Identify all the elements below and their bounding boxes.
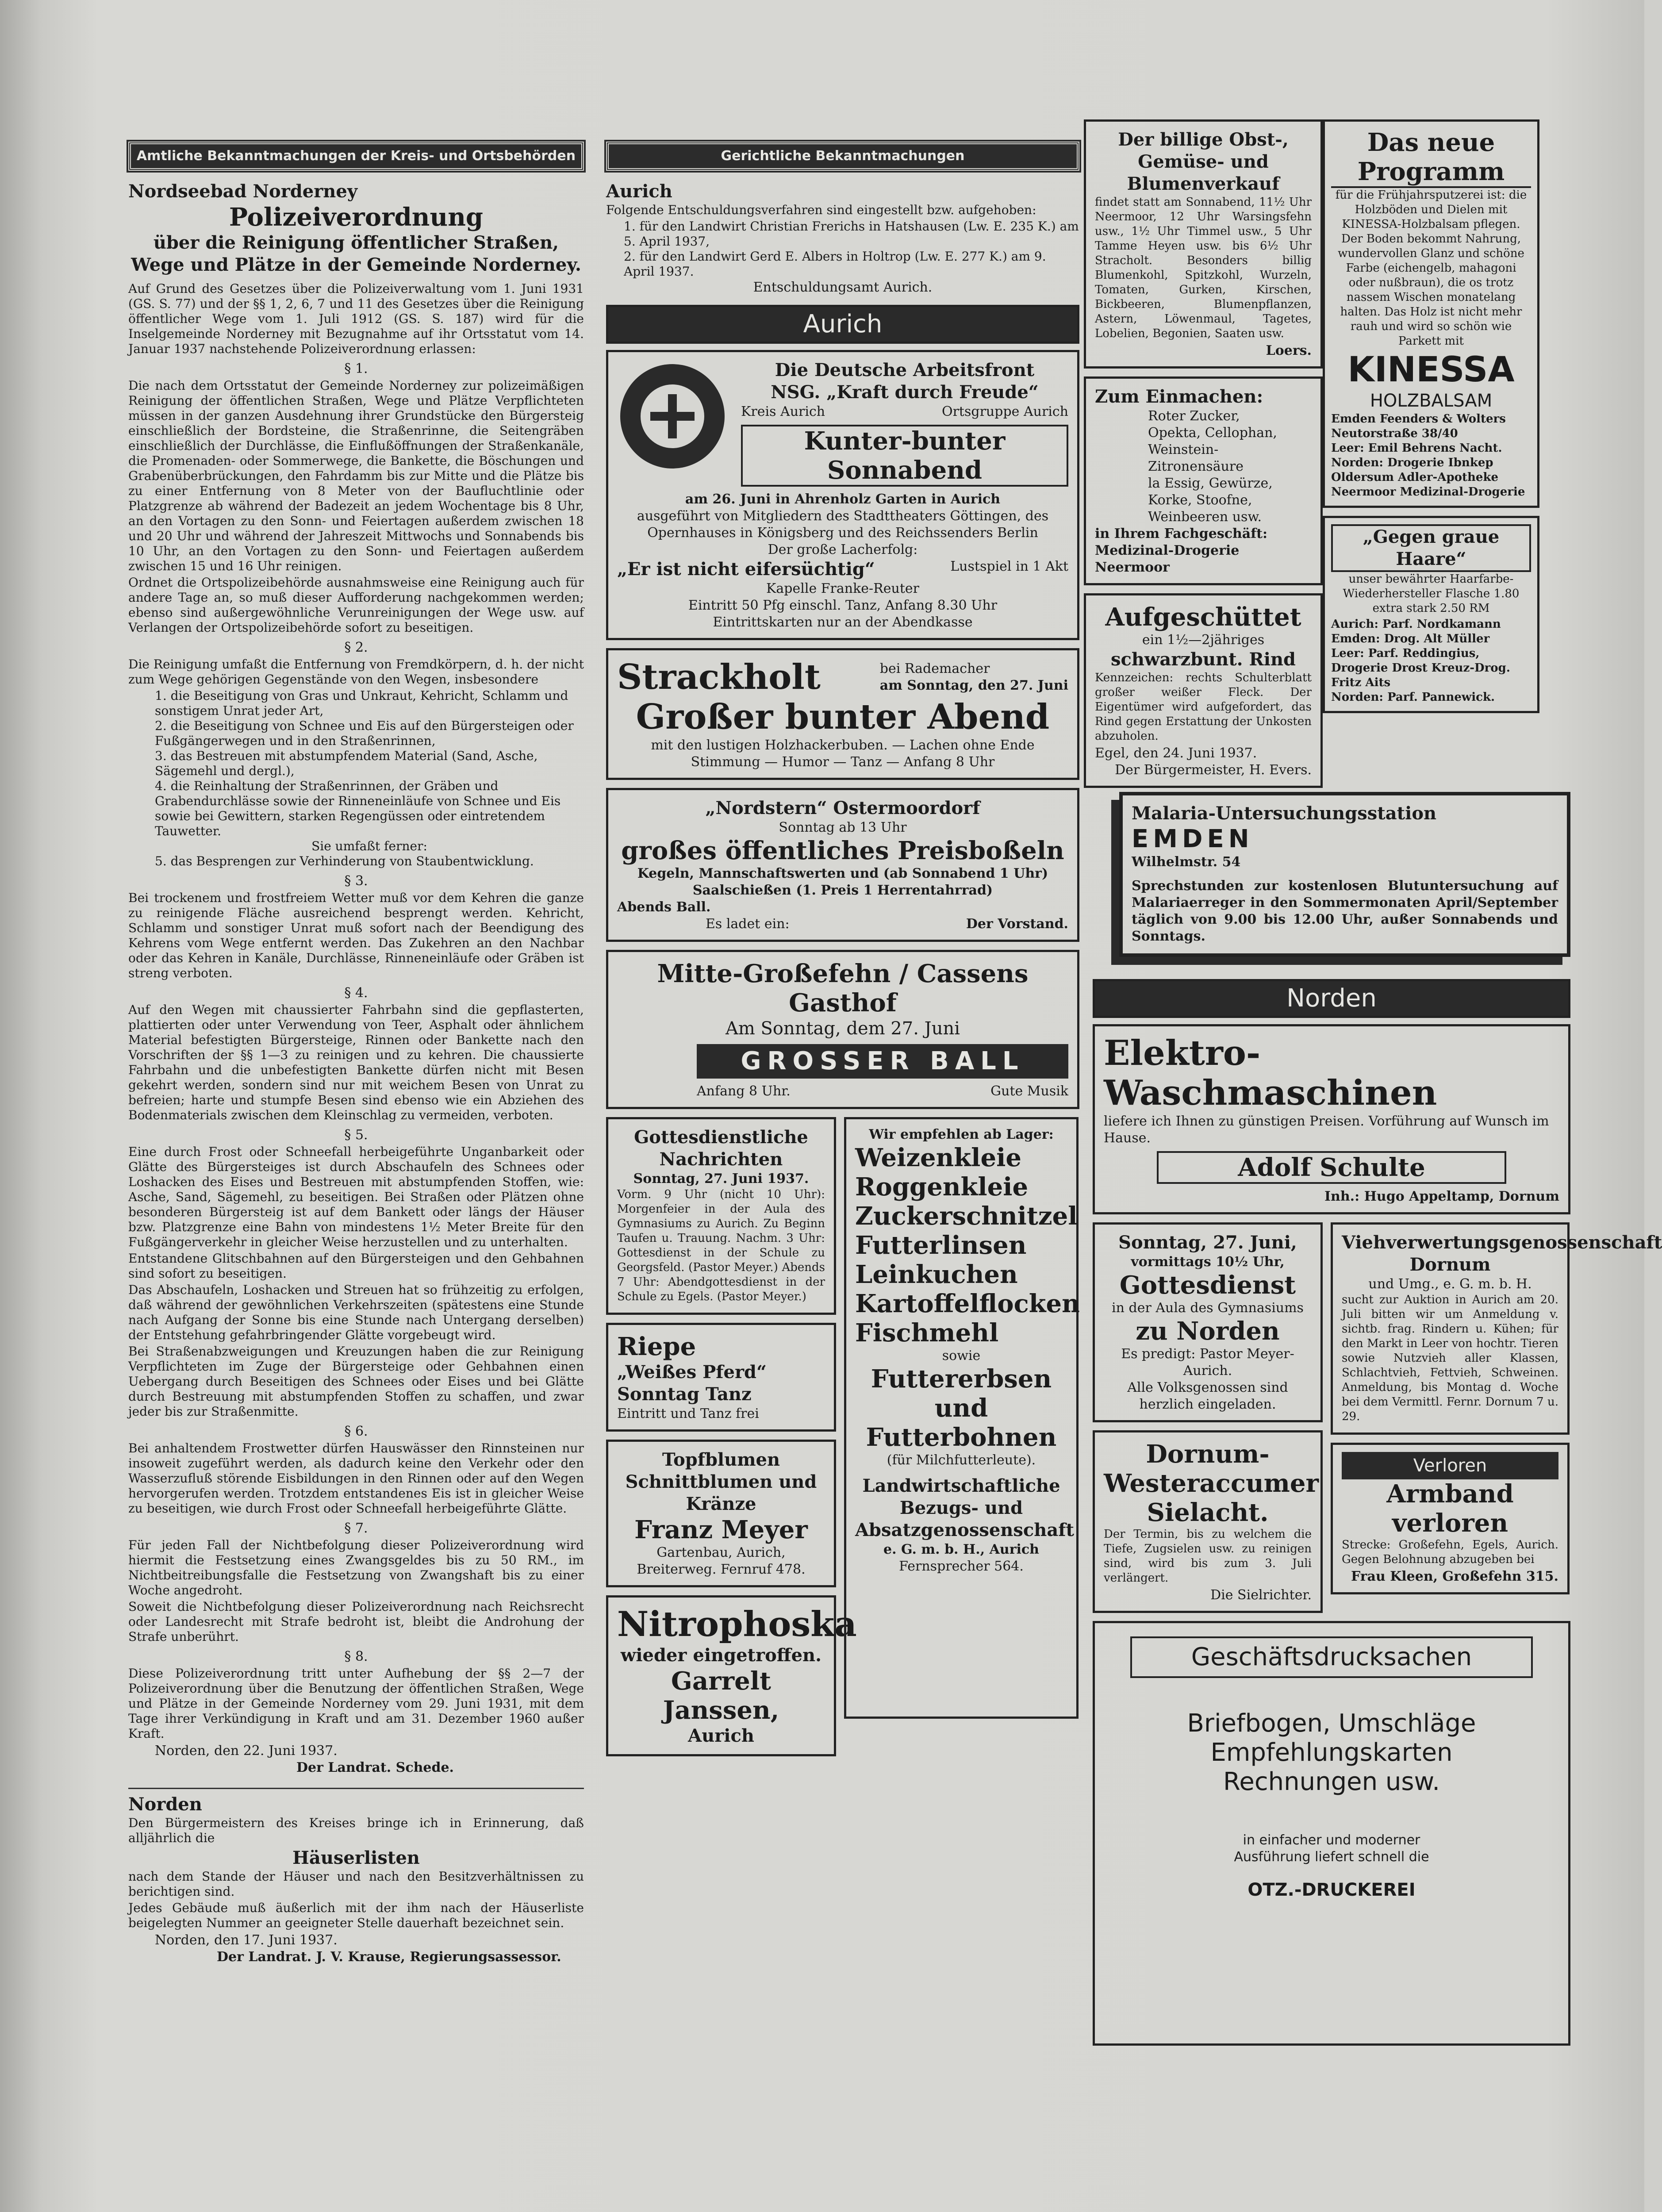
para-5b: Entstandene Glitschbahnen auf den Bürgersteigen und den Gehbahnen sind sofort zu beseitigen. xyxy=(128,1251,584,1281)
auf-title: Aufgeschüttet xyxy=(1105,603,1301,632)
dealer: Oldersum Adler-Apotheke xyxy=(1331,471,1499,484)
elek-sub: Inh.: Hugo Appeltamp, Dornum xyxy=(1324,1189,1559,1204)
column-court xyxy=(606,142,1079,2212)
date-1: Norden, den 22. Juni 1937. xyxy=(155,1743,338,1759)
ad-aufgeschuettet xyxy=(1084,593,1323,788)
lager-sowie: sowie xyxy=(942,1348,981,1363)
daf-l1: Der große Lacherfolg: xyxy=(768,542,918,557)
para-4: Auf den Wegen mit chaussierter Fahrbahn sind die gepflasterten, plattierten oder unter Verwendung von Teer, Asphalt oder ähnlichem Material befestigten Bürgersteige, Rinnen oder Bankette nach den Vorschriften der §§ 1—3 zu reinigen und zu kehren. Die chaussierte Fahrbahn und die unbefestigten Bankette dürfen nicht mit Besen gekehrt werden, sondern sind nur mit weichem Besen von Unrat zu befreien; harte und stumpfe Besen sind ebenso wie ein Abziehen des Bodenmaterials zwischen dem Kleinschlag zu vermeiden, verboten. xyxy=(128,1002,584,1122)
strack-when: am Sonntag, den 27. Juni xyxy=(879,678,1068,693)
obst-title: Der billige Obst-, Gemüse- und Blumenverkauf xyxy=(1118,129,1289,194)
ad-verloren xyxy=(1331,1443,1570,1594)
lager-item: Leinkuchen xyxy=(855,1260,1018,1289)
sonn-invite: Alle Volksgenossen sind herzlich eingeladen. xyxy=(1127,1380,1288,1412)
lager-tel: Fernsprecher 564. xyxy=(899,1559,1024,1574)
topf-title: Topfblumen Schnittblumen und Kränze xyxy=(625,1449,817,1514)
vieh-sub: und Umg., e. G. m. b. H. xyxy=(1368,1276,1532,1292)
ad-topfblumen xyxy=(606,1440,836,1587)
vieh-title: Viehverwertungsgenossenschaft Dornum xyxy=(1342,1232,1662,1275)
daf-kreis: Kreis Aurich xyxy=(741,404,825,419)
column-ads-lower xyxy=(1093,792,1662,2212)
list-item: 4. die Reinhaltung der Straßenrinnen, der Gräben und Grabendurchlässe sowie der Rinneneinläufe von Schnee und Eis sowie bei Gewittern, starken Regengüssen oder eintretendem Tauwetter. xyxy=(155,779,561,838)
nord-l1: Kegeln, Mannschaftswerten und (ab Sonnabend 1 Uhr) xyxy=(637,866,1048,881)
einm-item: Opekta, Cellophan, xyxy=(1148,425,1277,441)
ad-daf xyxy=(606,350,1079,640)
einm-item: Weinstein- Zitronensäure xyxy=(1148,442,1244,474)
list-item: 1. für den Landwirt Christian Frerichs in Hatshausen (Lw. E. 235 K.) am 5. April 1937, xyxy=(624,219,1079,249)
kinessa-text: für die Frühjahrsputzerei ist: die Holzböden und Dielen mit KINESSA-Holzbalsam pflegen. Der Boden bekommt Nahrung, wundervollen Glanz und schöne Farbe (eichengelb, mahagoni oder nußbraun), die os trotz nassem Wischen monatelang halten. Das Holz ist nicht mehr rauh und wird so schön wie Parkett mit xyxy=(1335,188,1527,348)
para-5: Eine durch Frost oder Schneefall herbeigeführte Unganbarkeit oder Glätte des Bürgersteiges ist durch Abschaufeln des Schnees oder Loshacken des Eises und Bestreuen mit abstumpfenden Stoffen, wie: Asche, Sand, Sägemehl, zu beseitigen. Bei Straßen oder Plätzen ohne besonderen Bürgersteig ist auf dem Bankett oder längs der Häuser bzw. Platzgrenze eine Bahn von mindestens 1½ Meter Breite für den Fußgängerverkehr in gleicher Weise herzustellen und zu unterhalten. xyxy=(128,1144,584,1249)
ad-mitte xyxy=(606,950,1079,1109)
ad-malaria xyxy=(1119,792,1570,957)
daf-play: „Er ist nicht eifersüchtig“ xyxy=(617,559,875,580)
swastika-emblem-icon xyxy=(617,361,728,472)
ad-sonntag-norden xyxy=(1093,1222,1323,1422)
topf-name: Franz Meyer xyxy=(634,1515,808,1544)
header-official: Amtliche Bekanntmachungen der Kreis- und Ortsbehörden xyxy=(128,142,584,171)
gottes-date: Sonntag, 27. Juni 1937. xyxy=(633,1171,809,1187)
gesch-text: in einfacher und moderner Ausführung liefert schnell die xyxy=(1234,1832,1429,1865)
list-item: 5. das Besprengen zur Verhinderung von Staubentwicklung. xyxy=(155,854,534,868)
daf-sub: NSG. „Kraft durch Freude“ xyxy=(771,382,1039,403)
daf-when: am 26. Juni in Ahrenholz Garten in Aurich xyxy=(685,492,1001,507)
daf-price: Eintritt 50 Pfg einschl. Tanz, Anfang 8.30 Uhr xyxy=(688,598,998,613)
malaria-addr: Wilhelmstr. 54 xyxy=(1132,854,1241,870)
dealer: Emden Feenders & Wolters Neutorstraße 38/40 xyxy=(1331,412,1506,440)
dealer: Norden: Drogerie Ibnkep xyxy=(1331,456,1493,469)
daf-title: Die Deutsche Arbeitsfront xyxy=(775,360,1035,380)
sonn-place: zu Norden xyxy=(1136,1317,1280,1346)
elek-text: liefere ich Ihnen zu günstigen Preisen. Vorführung auf Wunsch im Hause. xyxy=(1104,1114,1549,1146)
ad-riepe xyxy=(606,1323,836,1432)
haare-dealer: Emden: Drog. Alt Müller xyxy=(1331,632,1490,645)
daf-authors: Kapelle Franke-Reuter xyxy=(766,581,919,596)
lager-item: Weizenkleie xyxy=(855,1143,1021,1172)
nord-l2: Saalschießen (1. Preis 1 Herrentahrrad) xyxy=(692,883,993,898)
para-7: Für jeden Fall der Nichtbefolgung dieser Polizeiverordnung wird hiermit die Festsetzung eines Zwangsgeldes bis zu 50 RM., im Nichtbeitreibungsfalle die Festsetzung von Zwangshaft bis zu einer Woche angedroht. xyxy=(128,1538,584,1598)
lager-head: Wir empfehlen ab Lager: xyxy=(869,1127,1054,1142)
strack-l1: mit den lustigen Holzhackerbuben. — Lachen ohne Ende xyxy=(651,737,1035,753)
obst-text: findet statt am Sonnabend, 11½ Uhr Neermoor, 12 Uhr Warsingsfehn usw., 1½ Uhr Timmel usw., 5 Uhr Tamme Heyen usw. bis 6½ Uhr Stracholt. Besonders billig Blumenkohl, Spitzkohl, Wurzeln, Tomaten, Gurken, Kirschen, Bickbeeren, Blumenpflanzen, Astern, Löwenmaul, Tagetes, Lobelien, Begonien, Saaten usw. xyxy=(1095,196,1312,340)
kinessa-brand-sub: HOLZBALSAM xyxy=(1370,391,1493,411)
strack-l2: Stimmung — Humor — Tanz — Anfang 8 Uhr xyxy=(691,754,995,770)
ad-elektro xyxy=(1093,1024,1570,1214)
section-3: § 3. xyxy=(344,873,368,889)
riepe-l1: Eintritt und Tanz frei xyxy=(617,1406,759,1421)
court-text: Folgende Entschuldungsverfahren sind eingestellt bzw. aufgehoben: xyxy=(606,203,1036,217)
sonn-l1: in der Aula des Gymnasiums xyxy=(1112,1300,1304,1316)
ad-lager xyxy=(844,1117,1079,1719)
lager-item: Fischmehl xyxy=(855,1318,999,1348)
auf-l1: ein 1½—2jähriges xyxy=(1142,632,1265,648)
riepe-title: Riepe xyxy=(617,1332,696,1361)
nitro-place: Aurich xyxy=(688,1725,754,1746)
gottes-text: Vorm. 9 Uhr (nicht 10 Uhr): Morgenfeier in der Aula des Gymnasiums zu Aurich. Zu Beginn Taufen u. Trauung. Nachm. 3 Uhr: Gottesdienst in der Schule zu Georgsfeld. (Pastor Meyer.) Abends 7 Uhr: Abendgottesdienst in der Schule zu Egels. (Pastor Meyer.) xyxy=(617,1188,825,1303)
haare-dealer: Leer: Parf. Reddingius, Drogerie Drost Kreuz-Drog. Fritz Aits xyxy=(1331,647,1510,689)
list-item: 3. das Bestreuen mit abstumpfendem Material (Sand, Asche, Sägemehl und dergl.), xyxy=(155,749,538,778)
nord-name: „Nordstern“ Ostermoordorf xyxy=(705,798,980,818)
lager-item2: Futtererbsen und Futterbohnen xyxy=(866,1364,1057,1452)
dornum-title: Dornum-Westeraccumer Sielacht. xyxy=(1104,1440,1319,1527)
place-norden: Norden xyxy=(128,1794,202,1815)
dealer: Leer: Emil Behrens Nacht. xyxy=(1331,442,1502,455)
lager-item: Zuckerschnitzel xyxy=(855,1202,1078,1231)
mitte-when: Am Sonntag, dem 27. Juni xyxy=(725,1018,960,1039)
place-title: Nordseebad Norderney xyxy=(128,181,358,202)
einm-l1: in Ihrem Fachgeschäft: xyxy=(1095,526,1268,541)
malaria-text: Sprechstunden zur kostenlosen Blutuntersuchung auf Malariaerreger in den Sommermonaten April/September täglich von 9.00 bis 12.00 Uhr, außer Sonnabends und Sonntags. xyxy=(1132,878,1558,944)
einm-title: Zum Einmachen: xyxy=(1095,386,1263,407)
gesch-title: Geschäftsdrucksachen xyxy=(1130,1636,1533,1678)
gesch-item: Empfehlungskarten xyxy=(1210,1738,1453,1767)
auf-text: Kennzeichen: rechts Schulterblatt großer weißer Fleck. Der Eigentümer wird aufgefordert, das Rind gegen Erstattung der Unkosten abzuholen. xyxy=(1095,671,1312,743)
dornum-sign: Die Sielrichter. xyxy=(1210,1587,1312,1603)
verl-addr: Frau Kleen, Großefehn 315. xyxy=(1351,1569,1558,1584)
verl-text: Strecke: Großefehn, Egels, Aurich. Gegen Belohnung abzugeben bei xyxy=(1342,1538,1558,1566)
strack-place: Strackholt xyxy=(617,657,821,697)
verl-title: Armband verloren xyxy=(1386,1479,1514,1538)
sonn-pred: Es predigt: Pastor Meyer-Aurich. xyxy=(1121,1346,1294,1379)
section-1: § 1. xyxy=(344,361,368,376)
date-2: Norden, den 17. Juni 1937. xyxy=(155,1932,338,1948)
elek-title: Elektro-Waschmaschinen xyxy=(1104,1033,1437,1113)
gesch-item: Briefbogen, Umschläge xyxy=(1187,1709,1476,1738)
auf-l2: schwarzbunt. Rind xyxy=(1110,649,1296,670)
einm-shop: Medizinal-Drogerie Neermoor xyxy=(1095,543,1240,575)
malaria-title: Malaria-Untersuchungsstation xyxy=(1132,803,1437,824)
lager-firm2: e. G. m. b. H., Aurich xyxy=(883,1542,1039,1557)
header-court: Gerichtliche Bekanntmachungen xyxy=(606,142,1079,171)
list-item: 2. für den Landwirt Gerd E. Albers in Holtrop (Lw. E. 277 K.) am 9. April 1937. xyxy=(624,249,1046,279)
haare-dealer: Aurich: Parf. Nordkamann xyxy=(1331,618,1501,631)
para-7b: Soweit die Nichtbefolgung dieser Polizeiverordnung nach Reichsrecht oder Landesrecht mit Strafe bedroht ist, bleibt die Androhung der Strafe unberührt. xyxy=(128,1599,584,1644)
daf-play2: Lustspiel in 1 Akt xyxy=(950,559,1068,574)
kinessa-title: Das neue Programm xyxy=(1331,128,1531,188)
gottes-title: Gottesdienstliche Nachrichten xyxy=(634,1127,808,1170)
strack-bei: bei Rademacher xyxy=(879,661,990,676)
ordinance-title: Polizeiverordnung xyxy=(229,203,484,232)
sonn-time: vormittags 10½ Uhr, xyxy=(1131,1254,1285,1270)
section-5: § 5. xyxy=(344,1127,368,1143)
list-item: Sie umfaßt ferner: xyxy=(311,839,427,853)
column-ads-4 xyxy=(1323,119,1539,779)
mitte-start: Anfang 8 Uhr. xyxy=(697,1083,791,1099)
ad-kinessa xyxy=(1323,119,1539,508)
para-3: Bei trockenem und frostfreiem Wetter muß vor dem Kehren die ganze zu reinigende Fläche ausreichend besprengt werden. Kehricht, Schlamm und sonstiger Unrat muß sofort nach der Beendigung des Kehrens vom Wege entfernt werden. Das Zukehren an den Nachbar oder das Kehren in Kanäle, Durchlässe, Rinneneinläufe oder Gräben ist streng verboten. xyxy=(128,891,584,980)
gesch-name: OTZ.-DRUCKEREI xyxy=(1247,1880,1416,1900)
para-1: Die nach dem Ortsstatut der Gemeinde Norderney zur polizeimäßigen Reinigung der öffentlichen Straßen, Wege und Plätze Verpflichteten müssen in der ganzen Ausdehnung ihrer Grundstücke den Bürgersteig einschließlich der Bordsteine, die Straßenrinne, die Seitengräben einschließlich der Durchlässe, die Einflußöffnungen der Straßenkanäle, die Promenaden- oder Sommerwege, die Bankette, die Böschungen und Grabenüberbrückungen, den Fahrdamm bis zur Mitte und die Plätze bis zu einer Entfernung von 8 Meter von der Baufluchtlinie oder Platzgrenze ab während der Badezeit an jedem Wochentage bis 8 Uhr, an den Vortagen zu den Sonn- und Feiertagen außerdem zwischen 18 und 20 Uhr und während der Jahreszeit Mittwochs und Sonnabends bis 10 Uhr, an den Vortagen zu den Sonn- und Feiertagen außerdem zwischen 15 und 16 Uhr reinigen. xyxy=(128,378,584,573)
ad-gottesdienst xyxy=(606,1117,836,1315)
haare-dealer: Norden: Parf. Pannewick. xyxy=(1331,691,1495,704)
ad-einmachen xyxy=(1084,376,1323,585)
daf-kasse: Eintrittskarten nur an der Abendkasse xyxy=(713,614,973,630)
section-6: § 6. xyxy=(344,1424,368,1439)
auf-date: Egel, den 24. Juni 1937. xyxy=(1095,745,1257,761)
houselist-title: Häuserlisten xyxy=(292,1847,420,1868)
sonn-event: Gottesdienst xyxy=(1119,1271,1296,1300)
para-5c: Das Abschaufeln, Loshacken und Streuen hat so frühzeitig zu erfolgen, daß während der gewöhnlichen Verkehrszeiten (spätestens eine Stunde nach Aufgang der Sonne bis eine Stunde nach Untergang derselben) der Entstehung gefahrbringender Glätte vorgebeugt wird. xyxy=(128,1283,584,1342)
riepe-event: Sonntag Tanz xyxy=(617,1384,752,1405)
mitte-event: GROSSER BALL xyxy=(697,1044,1068,1079)
lager-item: Kartoffelflocken xyxy=(855,1289,1080,1318)
elek-name: Adolf Schulte xyxy=(1157,1151,1506,1184)
riepe-name: „Weißes Pferd“ xyxy=(617,1362,767,1382)
ad-nitrophoska xyxy=(606,1595,857,1756)
ad-haare xyxy=(1323,516,1539,713)
signature-1: Der Landrat. Schede. xyxy=(296,1760,454,1775)
einm-item: Roter Zucker, xyxy=(1148,408,1240,424)
obst-sign: Loers. xyxy=(1266,343,1312,358)
ad-strackholt xyxy=(606,648,1079,780)
para-11: Jedes Gebäude muß äußerlich mit der ihm nach der Häuserliste beigelegten Nummer an geeigneter Stelle dauerhaft bezeichnet sein. xyxy=(128,1901,584,1930)
nitro-name: Garrelt Janssen, xyxy=(663,1667,779,1725)
ad-nordstern xyxy=(606,788,1079,942)
nord-sign: Der Vorstand. xyxy=(966,916,1068,932)
ad-obst xyxy=(1084,119,1323,369)
dornum-text: Der Termin, bis zu welchem die Tiefe, Zugsielen usw. zu reinigen sind, wird bis zum 3. Juli verlängert. xyxy=(1104,1528,1312,1585)
nord-ball: Abends Ball. xyxy=(617,899,711,915)
einm-item: la Essig, Gewürze, xyxy=(1148,476,1273,491)
nitro-title: Nitrophoska xyxy=(617,1604,857,1644)
section-8: § 8. xyxy=(344,1649,368,1664)
court-place: Aurich xyxy=(606,181,672,202)
mitte-music: Gute Musik xyxy=(990,1083,1068,1099)
haare-text: unser bewährter Haarfarbe-Wiederhersteller Flasche 1.80 extra stark 2.50 RM xyxy=(1343,572,1520,615)
strack-event: Großer bunter Abend xyxy=(636,697,1050,737)
topf-addr: Gartenbau, Aurich, Breiterweg. Fernruf 478. xyxy=(637,1545,806,1577)
para-9: Den Bürgermeistern des Kreises bringe ich in Erinnerung, daß alljährlich die xyxy=(128,1816,584,1845)
lager-firm: Landwirtschaftliche Bezugs- und Absatzgenossenschaft xyxy=(855,1475,1074,1540)
nord-invite: Es ladet ein: xyxy=(706,916,790,932)
intro: Auf Grund des Gesetzes über die Polizeiverwaltung vom 1. Juni 1931 (GS. S. 77) und der §§ 1, 2, 6, 7 und 11 des Gesetzes über die Reinigung öffentlicher Wege vom 1. Juli 1912 (GS. S. 187) wird für die Inselgemeinde Norderney mit Bezugnahme auf ihr Ortsstatut vom 14. Januar 1937 nachstehende Polizeiverordnung erlassen: xyxy=(128,281,584,356)
para-5d: Bei Straßenabzweigungen und Kreuzungen haben die zur Reinigung Verpflichteten im Zuge der Bürgersteige oder Gehbahnen einen Uebergang durch Beseitigen des Schnees oder Eises und bei Glätte durch Bestreuung mit abstumpfenden Stoffen zu schaffen, und zwar jeder bis zur Straßenmitte. xyxy=(128,1344,584,1419)
einm-item: Weinbeeren usw. xyxy=(1148,509,1262,525)
einm-item: Korke, Stoofne, xyxy=(1148,492,1252,508)
signature-2: Der Landrat. J. V. Krause, Regierungsassessor. xyxy=(217,1949,561,1965)
malaria-city: EMDEN xyxy=(1132,825,1254,853)
haare-title: „Gegen graue Haare“ xyxy=(1331,524,1531,572)
lager-item: Futterlinsen xyxy=(855,1231,1027,1260)
para-1b: Ordnet die Ortspolizeibehörde ausnahmsweise eine Reinigung auch für andere Tage an, so muß dieser Aufforderung nachgekommen werden; ebenso sind außergewöhnliche Verunreinigungen der Wege usw. auf Verlangen der Ortspolizeibehörde sofort zu beseitigen. xyxy=(128,575,584,635)
region-aurich: Aurich xyxy=(606,305,1079,344)
column-official xyxy=(128,142,584,2212)
region-norden: Norden xyxy=(1093,979,1570,1018)
lager-item: Roggenkleie xyxy=(855,1172,1029,1202)
lager-note: (für Milchfutterleute). xyxy=(887,1452,1036,1468)
para-8: Diese Polizeiverordnung tritt unter Aufhebung der §§ 2—7 der Polizeiverordnung über die Benutzung der öffentlichen Straßen, Wege und Plätze in der Gemeinde Norderney vom 29. Juni 1931, mit dem Tage ihrer Verkündigung in Kraft und am 31. Dezember 1960 außer Kraft. xyxy=(128,1666,584,1741)
list-item: 2. die Beseitigung von Schnee und Eis auf den Bürgersteigen oder Fußgängerwegen und in den Straßenrinnen, xyxy=(155,718,574,748)
daf-orts: Ortsgruppe Aurich xyxy=(942,404,1068,419)
ad-dornum xyxy=(1093,1430,1323,1613)
ad-geschaeft xyxy=(1093,1621,1570,2046)
section-7: § 7. xyxy=(344,1521,368,1536)
list-2 xyxy=(128,688,584,869)
column-ads-3 xyxy=(1084,119,1323,779)
court-list xyxy=(606,219,1079,279)
ordinance-subtitle: über die Reinigung öffentlicher Straßen, Wege und Plätze in der Gemeinde Norderney. xyxy=(131,232,581,275)
nord-event: großes öffentliches Preisboßeln xyxy=(621,836,1064,865)
nord-when: Sonntag ab 13 Uhr xyxy=(779,820,907,835)
section-2: § 2. xyxy=(344,640,368,655)
para-10: nach dem Stande der Häuser und nach den Besitzverhältnissen zu berichtigen sind. xyxy=(128,1869,584,1899)
para-6: Bei anhaltendem Frostwetter dürfen Hauswässer den Rinnsteinen nur insoweit zugeführt werden, als dadurch keine den Verkehr oder den Wasserzufluß störende Eisbildungen in den Rinnen oder auf den Wegen hervorgerufen werden. Trotzdem entstandenes Eis ist in gleicher Weise zu beseitigen, wie durch Frost oder Schneefall herbeigeführte Glätte. xyxy=(128,1441,584,1516)
vieh-text: sucht zur Auktion in Aurich am 20. Juli bitten wir um Anmeldung v. sichtb. frag. Rindern u. Kühen; für den Markt in Leer von hochtr. Tieren sowie Nutzvieh aller Klassen, Schlachtvieh, Fettvieh, Schweinen. Anmeldung, bis Montag d. Woche bei dem Vermittl. Fernr. Dornum 7 u. 29. xyxy=(1342,1293,1558,1423)
daf-event: Kunter-bunter Sonnabend xyxy=(741,425,1068,487)
dealer: Neermoor Medizinal-Drogerie xyxy=(1331,485,1525,499)
auf-sign: Der Bürgermeister, H. Evers. xyxy=(1115,762,1312,778)
ad-vieh xyxy=(1331,1222,1662,1435)
daf-desc: ausgeführt von Mitgliedern des Stadttheaters Göttingen, des Opernhauses in Königsberg und des Reichssenders Berlin xyxy=(637,508,1049,541)
para-2: Die Reinigung umfaßt die Entfernung von Fremdkörpern, d. h. der nicht zum Wege gehörigen Gegenstände von den Wegen, insbesondere xyxy=(128,657,584,687)
nitro-sub: wieder eingetroffen. xyxy=(620,1645,822,1666)
court-sign: Entschuldungsamt Aurich. xyxy=(753,280,933,295)
kinessa-brand: KINESSA xyxy=(1347,350,1515,390)
mitte-title: Mitte-Großefehn / Cassens Gasthof xyxy=(657,959,1029,1018)
verl-head: Verloren xyxy=(1342,1452,1558,1479)
section-4: § 4. xyxy=(344,985,368,1001)
sonn-title: Sonntag, 27. Juni, xyxy=(1118,1232,1297,1253)
gesch-item: Rechnungen usw. xyxy=(1223,1767,1440,1796)
list-item: 1. die Beseitigung von Gras und Unkraut, Kehricht, Schlamm und sonstigem Unrat jeder Art, xyxy=(155,688,568,718)
